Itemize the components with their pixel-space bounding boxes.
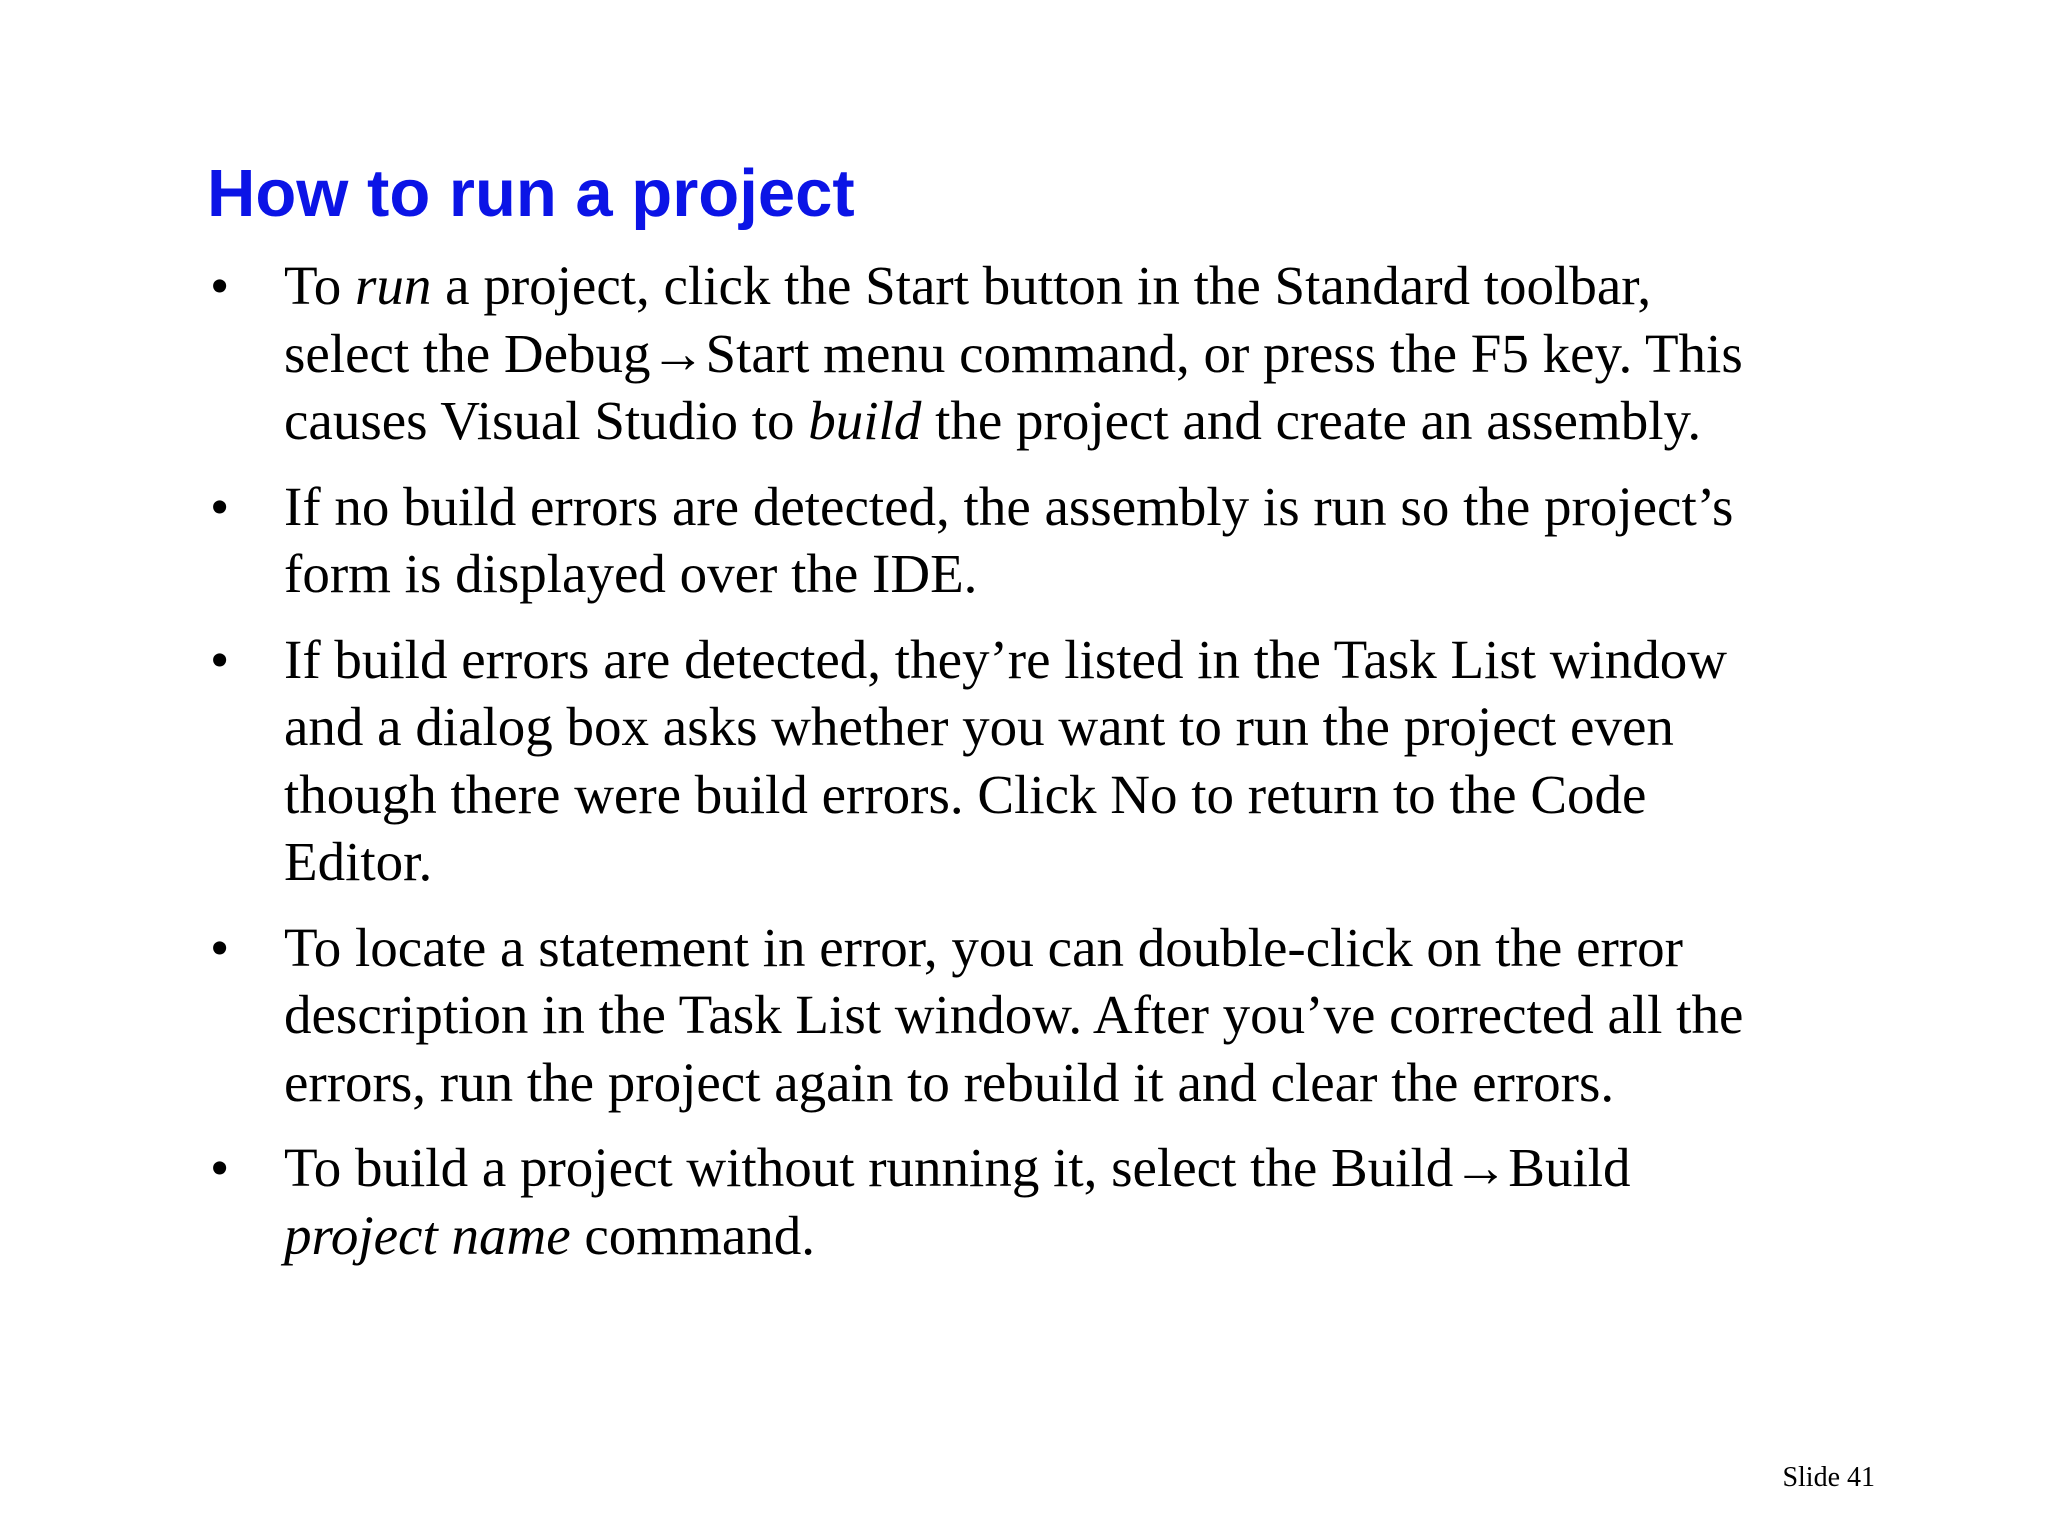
slide-number: Slide 41	[1782, 1462, 1875, 1493]
bullet-icon: •	[210, 255, 230, 316]
bullet-text: To build a project without running it, select the Build	[284, 1137, 1454, 1198]
bullet-item-build-errors	[200, 626, 1760, 896]
bullet-text: If no build errors are detected, the assembly is run so the project’s form is displayed over the IDE.	[284, 475, 1734, 604]
slide-title: How to run a project	[207, 156, 855, 231]
bullet-text: a project, click the Start button in the Standard toolbar, select the Debug	[284, 255, 1652, 384]
bullet-text: the project and create an assembly.	[921, 390, 1702, 451]
bullet-text: To	[284, 255, 356, 316]
bullet-item-locate-error	[200, 914, 1760, 1117]
arrow-icon: →	[1453, 1137, 1509, 1198]
bullet-list	[200, 252, 1760, 1287]
bullet-item-no-errors	[200, 473, 1760, 608]
emphasis-build: build	[808, 390, 922, 451]
bullet-text: To locate a statement in error, you can double-click on the error description in the Task List window. After you’ve corrected all the errors, run the project again to rebuild it and clear the errors.	[284, 916, 1744, 1113]
bullet-text: Start menu command, or press the F5 key. This causes Visual Studio to	[284, 322, 1743, 451]
bullet-text: If build errors are detected, they’re listed in the Task List window and a dialog box asks whether you want to run the project even though there were build errors. Click No to return to the Code Editor.	[284, 628, 1728, 892]
emphasis-project-name: project name	[284, 1204, 571, 1266]
bullet-item-build-without-running	[200, 1134, 1760, 1269]
bullet-item-run-project	[200, 252, 1760, 455]
arrow-icon: →	[650, 322, 706, 384]
bullet-icon: •	[210, 628, 230, 690]
bullet-icon: •	[210, 475, 230, 537]
bullet-icon: •	[210, 916, 230, 978]
bullet-icon: •	[210, 1137, 230, 1198]
bullet-text: Build	[1508, 1137, 1631, 1198]
bullet-text: command.	[570, 1204, 816, 1266]
emphasis-run: run	[355, 255, 432, 316]
